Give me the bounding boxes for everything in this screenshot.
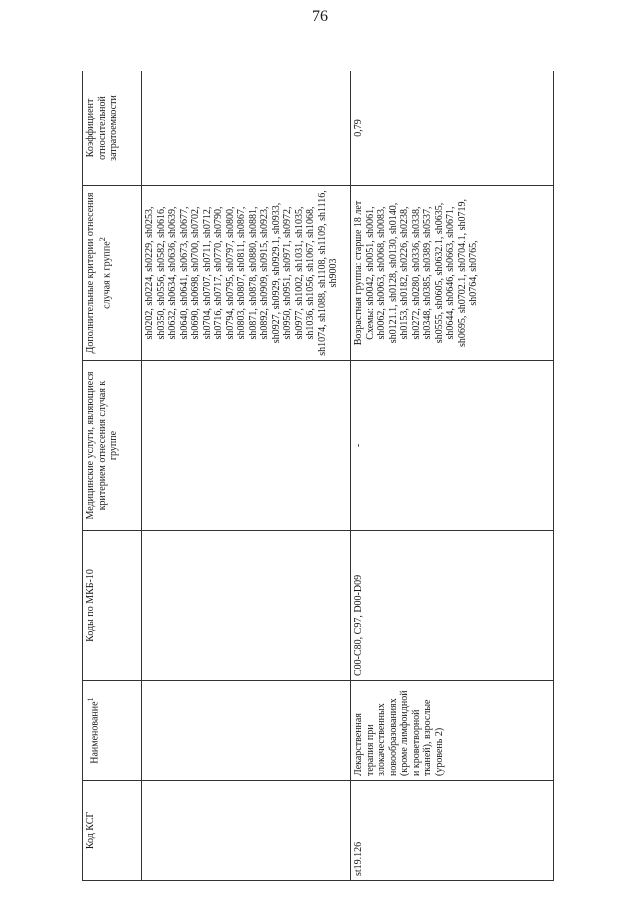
cell-mkb: C00-C80, C97, D00-D09 xyxy=(351,531,554,681)
table-row xyxy=(351,71,554,881)
header-additional-criteria: Дополнительные критерии отнесения случая к группе$^2$ xyxy=(83,186,142,361)
table-frame xyxy=(82,71,557,881)
cell-services: - xyxy=(351,361,554,531)
header-medical-services: Медицинские услуги, являющиеся критерием отнесения случая к группе xyxy=(83,361,142,531)
cell-name xyxy=(142,681,351,781)
table-row xyxy=(142,71,351,881)
header-criteria-footnote: 2 xyxy=(97,237,107,242)
table-header-row xyxy=(83,71,142,881)
header-mkb-codes: Коды по МКБ-10 xyxy=(83,531,142,681)
cell-coefficient: 0,79 xyxy=(351,71,554,186)
cell-code xyxy=(142,781,351,881)
header-name: Наименование$^1$ xyxy=(83,681,142,781)
cell-mkb xyxy=(142,531,351,681)
cell-coefficient xyxy=(142,71,351,186)
cell-services xyxy=(142,361,351,531)
page-number: 76 xyxy=(312,8,328,25)
header-ksg-code: Код КСГ xyxy=(83,781,142,881)
header-name-footnote: 1 xyxy=(86,697,95,702)
cell-criteria: sh0202, sh0224, sh0229, sh0253, sh0350, sh0556, sh0582, sh0616, sh0632, sh0634, sh0636, sh0639, sh0640, sh0641, sh0673, sh0677, sh0690, sh0698, sh0700, sh0702, sh0704, sh0707, sh0711, sh0712, sh0716, sh0717, sh0770, sh0790, sh0794, sh0795, sh0797, sh0800, sh0803, sh0807, sh0811, sh0867, sh0871, sh0878, sh0880, sh0881, sh0892, sh0909, sh0915, sh0923, sh0927, sh0929, sh0929.1, sh0933, sh0950, sh0951, sh0971, sh0972, sh0977, sh1002, sh1031, sh1035, sh1036, sh1056, sh1067, sh1068, sh1074, sh1088, sh1108, sh1109, sh1116, sh9003 xyxy=(142,186,351,361)
cell-name: Лекарственная терапия при злокачественных новообразованиях (кроме лимфоидной и кроветворной тканей), взрослые (уровень 2) xyxy=(351,681,554,781)
cell-criteria: Возрастная группа: старше 18 лет Схемы: sh0042, sh0051, sh0061, sh0062, sh0063, sh0068, sh0083, sh0121.1, sh0128, sh0130, sh0140, sh0153, sh0182, sh0226, sh0238, sh0272, sh0280, sh0336, sh0338, sh0348, sh0385, sh0389, sh0537, sh0555, sh0605, sh0632.1, sh0635, sh0644, sh0646, sh0663, sh0671, sh0695, sh0702.1, sh0704.1, sh0719, sh0764, sh0765, xyxy=(351,186,554,361)
rotated-table-wrapper xyxy=(82,71,557,881)
cell-code: st19.126 xyxy=(351,781,554,881)
ksg-table xyxy=(82,71,554,881)
header-coefficient: Коэффициент относительной затратоемкости xyxy=(83,71,142,186)
